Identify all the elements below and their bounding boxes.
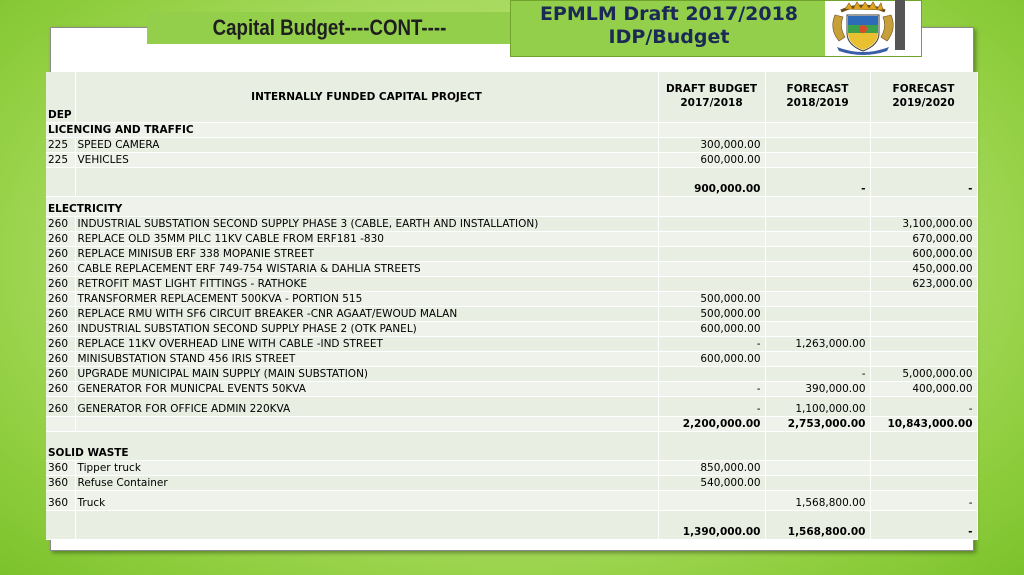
total-draft: 900,000.00 (658, 168, 765, 197)
header-draft-budget (658, 72, 765, 123)
subtitle-banner (147, 12, 512, 44)
cell-dep: 260 (46, 307, 75, 322)
cell-draft (658, 232, 765, 247)
total-forecast-2: - (870, 511, 977, 540)
header-f1-line2: 2018/2019 (786, 97, 849, 109)
cell-draft: 500,000.00 (658, 292, 765, 307)
cell-dep: 260 (46, 367, 75, 382)
header-draft-line1: DRAFT BUDGET (665, 83, 758, 95)
table-row (46, 337, 977, 352)
header-forecast-2019 (870, 72, 977, 123)
cell-dep: 260 (46, 352, 75, 367)
table-row (46, 476, 977, 491)
cell-draft: 600,000.00 (658, 352, 765, 367)
cell-forecast-2 (870, 153, 977, 168)
cell-project: VEHICLES (75, 153, 658, 168)
section-total-row (46, 511, 977, 540)
cell-forecast-1 (765, 153, 870, 168)
title-accent-bar (895, 0, 905, 50)
cell-dep: 260 (46, 217, 75, 232)
total-draft: 2,200,000.00 (658, 417, 765, 432)
cell-forecast-2: 600,000.00 (870, 247, 977, 262)
table-row (46, 322, 977, 337)
cell-draft: 300,000.00 (658, 138, 765, 153)
cell-forecast-2: - (870, 491, 977, 511)
cell-project: RETROFIT MAST LIGHT FITTINGS - RATHOKE (75, 277, 658, 292)
cell-forecast-1 (765, 307, 870, 322)
table-row (46, 382, 977, 397)
table-row (46, 461, 977, 476)
cell-dep: 360 (46, 476, 75, 491)
table-row (46, 277, 977, 292)
cell-project: MINISUBSTATION STAND 456 IRIS STREET (75, 352, 658, 367)
table-row (46, 217, 977, 232)
cell-draft: - (658, 337, 765, 352)
cell-project: REPLACE 11KV OVERHEAD LINE WITH CABLE -IND STREET (75, 337, 658, 352)
cell-forecast-1 (765, 277, 870, 292)
cell-forecast-1: 390,000.00 (765, 382, 870, 397)
cell-project: GENERATOR FOR OFFICE ADMIN 220KVA (75, 397, 658, 417)
section-title: SOLID WASTE (46, 432, 658, 461)
cell-project: SPEED CAMERA (75, 138, 658, 153)
cell-dep: 260 (46, 337, 75, 352)
table-row (46, 397, 977, 417)
cell-forecast-1 (765, 461, 870, 476)
section-title: LICENCING AND TRAFFIC (46, 123, 658, 138)
cell-project: REPLACE MINISUB ERF 338 MOPANIE STREET (75, 247, 658, 262)
cell-forecast-1 (765, 262, 870, 277)
total-forecast-2: 10,843,000.00 (870, 417, 977, 432)
cell-project: UPGRADE MUNICIPAL MAIN SUPPLY (MAIN SUBSTATION) (75, 367, 658, 382)
table-row (46, 153, 977, 168)
header-draft-line2: 2017/2018 (680, 97, 743, 109)
cell-draft (658, 277, 765, 292)
cell-forecast-1 (765, 476, 870, 491)
cell-project: TRANSFORMER REPLACEMENT 500KVA - PORTION 515 (75, 292, 658, 307)
cell-forecast-1 (765, 352, 870, 367)
total-forecast-1: 1,568,800.00 (765, 511, 870, 540)
cell-project: INDUSTRIAL SUBSTATION SECOND SUPPLY PHASE 2 (OTK PANEL) (75, 322, 658, 337)
cell-dep: 225 (46, 153, 75, 168)
municipal-crest-logo (825, 1, 921, 56)
cell-forecast-2 (870, 138, 977, 153)
table-row (46, 138, 977, 153)
cell-dep: 260 (46, 292, 75, 307)
cell-draft: 600,000.00 (658, 153, 765, 168)
cell-forecast-2 (870, 476, 977, 491)
cell-dep: 260 (46, 277, 75, 292)
cell-draft: 500,000.00 (658, 307, 765, 322)
cell-project: Truck (75, 491, 658, 511)
section-header-row (46, 197, 977, 217)
total-draft: 1,390,000.00 (658, 511, 765, 540)
title-line-1: EPMLM Draft 2017/2018 (539, 3, 799, 25)
cell-forecast-2 (870, 292, 977, 307)
cell-forecast-2: 450,000.00 (870, 262, 977, 277)
cell-forecast-2 (870, 461, 977, 476)
header-dep: DEP (46, 72, 75, 123)
cell-forecast-2 (870, 322, 977, 337)
cell-project: GENERATOR FOR MUNICPAL EVENTS 50KVA (75, 382, 658, 397)
cell-draft (658, 367, 765, 382)
cell-draft (658, 247, 765, 262)
cell-forecast-1: 1,100,000.00 (765, 397, 870, 417)
cell-dep: 260 (46, 322, 75, 337)
cell-forecast-1: - (765, 367, 870, 382)
title-banner (510, 0, 922, 57)
cell-dep: 360 (46, 491, 75, 511)
cell-forecast-1 (765, 138, 870, 153)
section-header-row (46, 432, 977, 461)
header-f2-line1: FORECAST (892, 83, 955, 95)
cell-draft: 850,000.00 (658, 461, 765, 476)
cell-draft (658, 217, 765, 232)
cell-draft (658, 262, 765, 277)
cell-forecast-2 (870, 307, 977, 322)
cell-draft (658, 491, 765, 511)
cell-forecast-1: 1,263,000.00 (765, 337, 870, 352)
table-row (46, 367, 977, 382)
cell-forecast-1 (765, 217, 870, 232)
cell-project: REPLACE OLD 35MM PILC 11KV CABLE FROM ERF181 -830 (75, 232, 658, 247)
cell-forecast-2: - (870, 397, 977, 417)
cell-forecast-1 (765, 322, 870, 337)
table-row (46, 491, 977, 511)
header-f1-line1: FORECAST (786, 83, 849, 95)
cell-forecast-2: 3,100,000.00 (870, 217, 977, 232)
section-total-row (46, 168, 977, 197)
cell-forecast-1 (765, 292, 870, 307)
cell-forecast-1 (765, 232, 870, 247)
cell-dep: 260 (46, 262, 75, 277)
cell-forecast-2: 400,000.00 (870, 382, 977, 397)
title-line-2: IDP/Budget (608, 26, 730, 48)
cell-forecast-2: 670,000.00 (870, 232, 977, 247)
cell-dep: 260 (46, 397, 75, 417)
header-f2-line2: 2019/2020 (892, 97, 955, 109)
total-forecast-1: - (765, 168, 870, 197)
cell-dep: 260 (46, 382, 75, 397)
cell-project: REPLACE RMU WITH SF6 CIRCUIT BREAKER -CNR AGAAT/EWOUD MALAN (75, 307, 658, 322)
subtitle-text: Capital Budget----CONT---- (212, 15, 447, 40)
cell-draft: 600,000.00 (658, 322, 765, 337)
header-forecast-2018 (765, 72, 870, 123)
table-row (46, 247, 977, 262)
cell-draft: 540,000.00 (658, 476, 765, 491)
cell-forecast-2 (870, 352, 977, 367)
cell-dep: 225 (46, 138, 75, 153)
cell-project: Refuse Container (75, 476, 658, 491)
capital-budget-table (46, 72, 978, 540)
table-row (46, 232, 977, 247)
cell-dep: 260 (46, 232, 75, 247)
table-row (46, 262, 977, 277)
cell-forecast-2 (870, 337, 977, 352)
cell-dep: 260 (46, 247, 75, 262)
total-forecast-2: - (870, 168, 977, 197)
section-total-row (46, 417, 977, 432)
total-forecast-1: 2,753,000.00 (765, 417, 870, 432)
cell-project: INDUSTRIAL SUBSTATION SECOND SUPPLY PHASE 3 (CABLE, EARTH AND INSTALLATION) (75, 217, 658, 232)
cell-draft: - (658, 382, 765, 397)
cell-forecast-1 (765, 247, 870, 262)
table-row (46, 352, 977, 367)
table-row (46, 292, 977, 307)
cell-forecast-2: 623,000.00 (870, 277, 977, 292)
table-row (46, 307, 977, 322)
cell-dep: 360 (46, 461, 75, 476)
cell-forecast-1: 1,568,800.00 (765, 491, 870, 511)
section-header-row (46, 123, 977, 138)
cell-project: Tipper truck (75, 461, 658, 476)
section-title: ELECTRICITY (46, 197, 658, 217)
cell-draft: - (658, 397, 765, 417)
table-header-row (46, 72, 977, 123)
crest-icon (827, 1, 899, 55)
cell-forecast-2: 5,000,000.00 (870, 367, 977, 382)
cell-project: CABLE REPLACEMENT ERF 749-754 WISTARIA & DAHLIA STREETS (75, 262, 658, 277)
header-project: INTERNALLY FUNDED CAPITAL PROJECT (75, 72, 658, 123)
slide-title (511, 3, 827, 49)
